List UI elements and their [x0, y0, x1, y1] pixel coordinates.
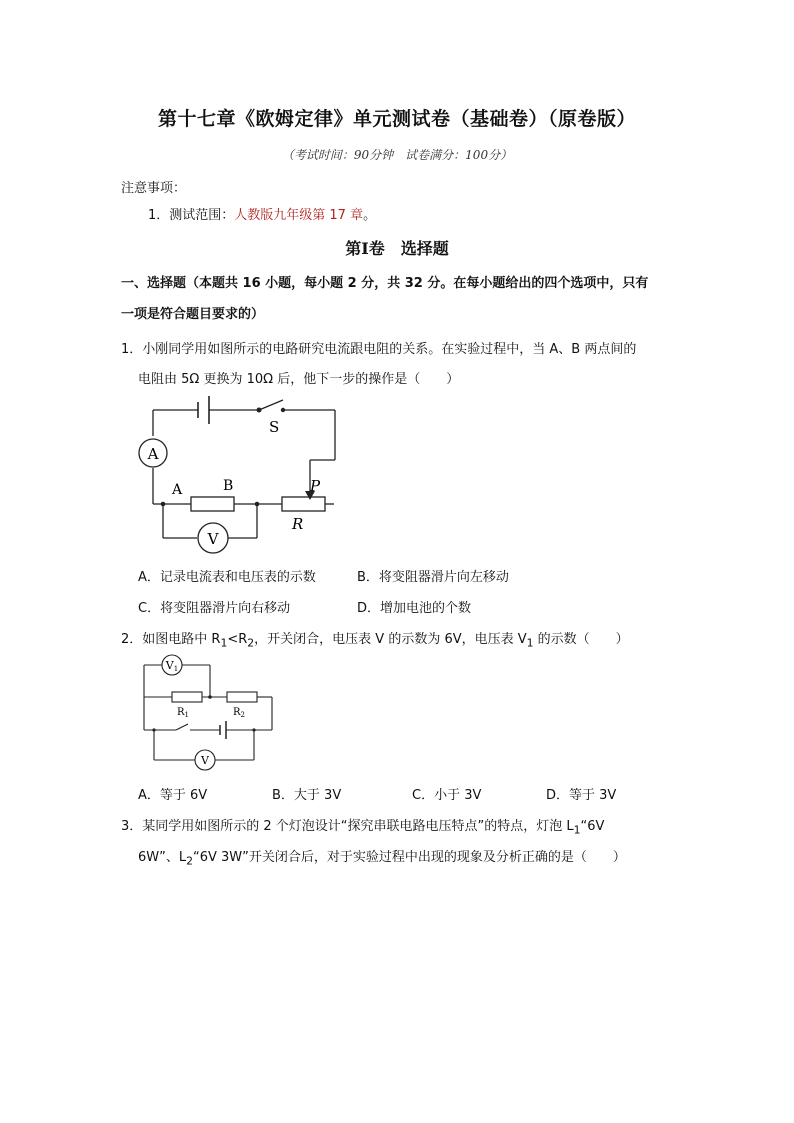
q2-option-d[interactable]: D．等于 3V	[546, 788, 617, 803]
q3-line2-part1: 6W”、L	[138, 850, 187, 865]
q3-line1-part1: 3．某同学用如图所示的 2 个灯泡设计“探究串联电路电压特点”的特点，灯泡 L	[121, 819, 574, 834]
fig2-v1-label: V1	[165, 659, 179, 673]
q2-stem-part4: 的示数（ ）	[533, 632, 629, 647]
exam-info: （考试时间：90分钟 试卷满分：100分）	[281, 148, 513, 162]
notes-item-1-prefix: 1．测试范围：	[148, 208, 235, 223]
fig2-r1-label: $R_1$	[177, 707, 189, 719]
q3-line2-part2: “6V 3W”开关闭合后，对于实验过程中出现的现象及分析正确的是（ ）	[193, 850, 626, 865]
q3-line1-sub: 1	[573, 823, 581, 837]
page-title: 第十七章《欧姆定律》单元测试卷（基础卷）（原卷版）	[157, 108, 636, 130]
q1-option-a[interactable]: A．记录电流表和电压表的示数	[138, 570, 316, 585]
q2-option-b[interactable]: B．大于 3V	[272, 788, 342, 803]
notes-item-1	[148, 204, 376, 223]
switch-label: S	[269, 418, 280, 436]
voltmeter-label: V	[207, 530, 219, 548]
q2-sub3: 1	[526, 636, 534, 650]
slider-label: P	[310, 477, 321, 495]
part1-heading-line1: 一、选择题（本题共 16 小题，每小题 2 分，共 32 分。在每小题给出的四个选项中，只有	[121, 276, 649, 291]
q3-stem-line1	[121, 815, 604, 837]
q3-line2-sub: 2	[186, 854, 193, 868]
q2-option-a[interactable]: A．等于 6V	[138, 788, 208, 803]
q3-stem-line2	[138, 846, 626, 868]
q2-sub1: 1	[220, 636, 228, 650]
point-b-label: B	[223, 478, 234, 494]
q1-option-b[interactable]: B．将变阻器滑片向左移动	[357, 570, 509, 585]
q2-option-c[interactable]: C．小于 3V	[412, 788, 482, 803]
fig2-v-label: V	[201, 754, 209, 767]
fig2-r2-label: $R_2$	[233, 707, 245, 719]
notes-heading: 注意事项：	[121, 181, 187, 196]
notes-item-1-scope: 人教版九年级第 17 章	[234, 208, 364, 223]
q2-stem	[121, 628, 629, 650]
q1-option-d[interactable]: D．增加电池的个数	[357, 601, 472, 616]
ammeter-label: A	[147, 445, 159, 463]
q1-circuit-figure	[130, 392, 350, 562]
q1-stem-line2: 电阻由 5Ω 更换为 10Ω 后，他下一步的操作是（ ）	[138, 372, 460, 387]
q2-sub2: 2	[247, 636, 255, 650]
point-a-label: A	[172, 482, 183, 498]
q2-stem-part3: ，开关闭合，电压表 V 的示数为 6V，电压表 V	[254, 632, 527, 647]
q2-circuit-figure	[136, 652, 281, 777]
q2-stem-part2: <R	[227, 632, 248, 647]
part1-heading-line2: 一项是符合题目要求的）	[121, 307, 265, 322]
section-title: 第Ⅰ卷 选择题	[345, 239, 449, 258]
rheostat-label: R	[292, 515, 304, 533]
q1-stem-line1: 1．小刚同学用如图所示的电路研究电流跟电阻的关系。在实验过程中，当 A、B 两点间的	[121, 342, 637, 357]
q2-stem-part1: 2．如图电路中 R	[121, 632, 221, 647]
notes-item-1-suffix: 。	[363, 208, 377, 223]
q1-option-c[interactable]: C．将变阻器滑片向右移动	[138, 601, 291, 616]
q3-line1-part2: “6V	[580, 819, 605, 834]
